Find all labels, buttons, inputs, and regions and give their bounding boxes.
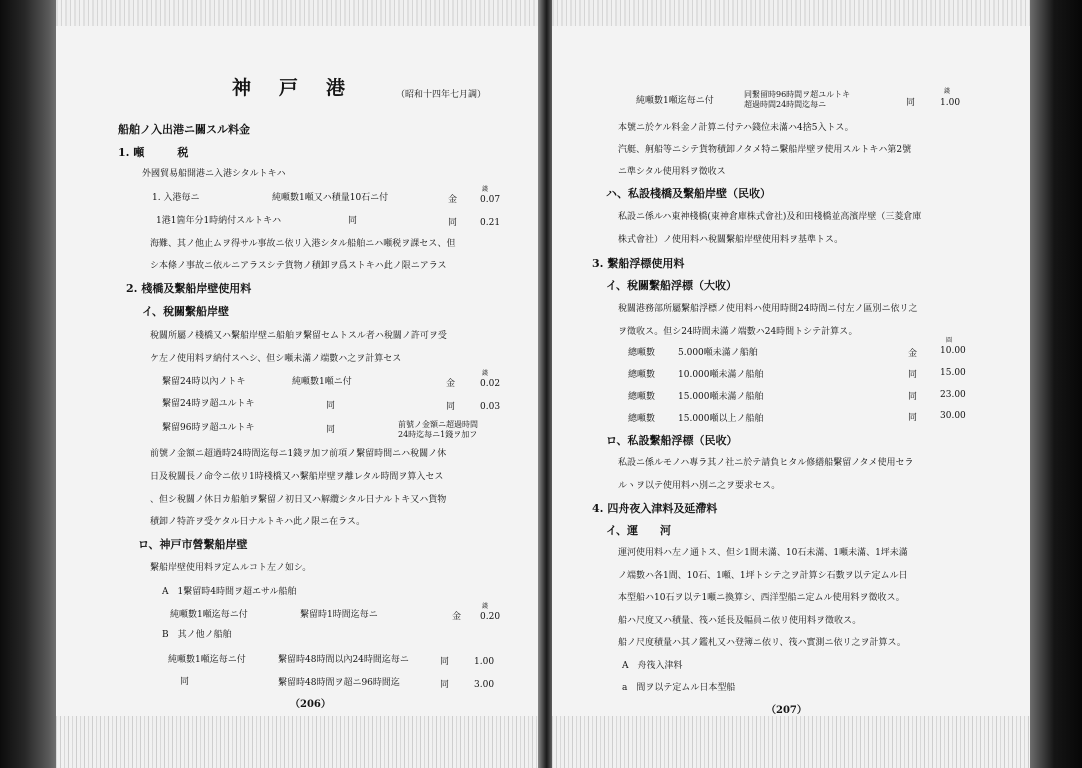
table-cell: 總噸數	[628, 370, 656, 380]
table-cell: 23.00	[940, 390, 966, 400]
page-number: （206）	[290, 699, 331, 710]
fee-row-label: 繫留24時以內ノトキ	[162, 377, 246, 387]
text-line: 、但シ稅關ノ休日カ船舶ヲ繫留ノ初日又ハ解纜シタル日ナルトキ又ハ貨物	[150, 495, 447, 505]
sub-heading: イ、稅關繫船岸壁	[142, 305, 230, 318]
text-line: ニ準シタル使用料ヲ徵收ス	[618, 167, 726, 177]
fee-row-currency: 金	[446, 379, 456, 389]
fee-unit: 錢	[482, 603, 489, 610]
text-line: 積卸ノ特許ヲ受ケタル日ナルトキハ此ノ限ニ在ラス。	[150, 517, 366, 527]
table-cell: 15.000噸未滿ノ船舶	[678, 392, 764, 402]
fee-row-desc: 純噸數1噸迄每ニ付	[170, 610, 248, 620]
section-heading: 2. 棧橋及繫船岸壁使用料	[126, 282, 252, 295]
text-line: ヲ徵收ス。但シ24時間未滿ノ端數ハ24時間トシテ計算ス。	[618, 327, 858, 337]
fee-row-currency: 同	[446, 402, 456, 412]
sub-item-label: B 其ノ他ノ船舶	[162, 630, 232, 640]
fee-row-note: 前號ノ金額ニ超過時間	[398, 420, 478, 429]
scan-noise	[56, 0, 540, 26]
scan-noise	[56, 716, 540, 768]
fee-unit: 圓	[946, 337, 953, 344]
section-heading: 1. 噸 税	[118, 146, 189, 159]
sub-item-label: A 1繫留時4時間ヲ超エサル船舶	[162, 587, 297, 597]
sub-heading: ハ、私設棧橋及繫船岸壁（民收）	[606, 187, 771, 200]
text-line: 日及稅關長ノ命令ニ依リ1時棧橋又ハ繫船岸壁ヲ離レタル時間ヲ算入セス	[150, 472, 444, 482]
text-line: 私設ニ係ルモノハ專ラ其ノ社ニ於テ請負ヒタル修繕船繫留ノタメ使用セラ	[618, 458, 914, 468]
fee-row-desc: 同	[348, 216, 358, 226]
right-page	[552, 0, 1030, 768]
fee-value: 0.21	[480, 218, 501, 228]
text-line: ケ左ノ使用料ヲ納付スヘシ、但シ噸未滿ノ端數ハ之ヲ計算セス	[150, 354, 402, 364]
table-cell: 30.00	[940, 411, 966, 421]
text-line: 繫船岸壁使用料ヲ定ムルコト左ノ如シ。	[150, 563, 312, 573]
fee-unit: 錢	[944, 88, 951, 95]
table-cell: 總噸數	[628, 414, 656, 424]
fee-value: 1.00	[474, 657, 495, 667]
table-cell: 5.000噸未滿ノ船舶	[678, 348, 758, 358]
fee-value: 0.07	[480, 195, 501, 205]
fee-row-desc: 繫留時48時間ヲ超ニ96時間迄	[278, 678, 400, 688]
fee-value: 0.03	[480, 402, 501, 412]
fee-row-currency: 金	[452, 612, 462, 622]
fee-value: 1.00	[940, 98, 961, 108]
text-line: 海難、其ノ他止ムヲ得サル事故ニ依リ入港シタル船舶ニハ噸税ヲ課セス、但	[150, 239, 456, 249]
fee-value: 0.02	[480, 379, 501, 389]
fee-row-desc: 純噸數1噸ニ付	[292, 377, 352, 387]
fee-row-desc: 同	[180, 677, 190, 687]
table-cell: 10.000噸未滿ノ船舶	[678, 370, 764, 380]
fee-row-currency: 同	[440, 680, 450, 690]
section-heading: 4. 四舟夜入津料及延滯料	[592, 502, 718, 515]
sub-item-label: a 間ヲ以テ定ムル日本型船	[622, 683, 736, 693]
sub-heading: ロ、私設繫船浮標（民收）	[606, 434, 738, 447]
sub-heading: ロ、神戸市營繫船岸壁	[138, 538, 248, 551]
text-line: ノ端數ハ各1間、10石、1噸、1坪トシテ之ヲ計算シ石數ヲ以テ定ムル日	[618, 571, 908, 581]
page-number: （207）	[766, 705, 807, 716]
fee-unit: 錢	[482, 370, 489, 377]
sub-heading: イ、稅關繫船浮標（大收）	[606, 279, 738, 292]
table-cell: 15.00	[940, 368, 966, 378]
fee-row-label: 1港1箇年分1時納付スルトキハ	[156, 216, 282, 226]
scan-noise	[552, 716, 1030, 768]
table-cell: 金	[908, 349, 918, 359]
fee-row-label: 1. 入港毎ニ	[152, 193, 200, 203]
text-line: 汽艇、舸船等ニシテ貨物積卸ノタメ特ニ繫船岸壁ヲ使用スルトキハ第2號	[618, 145, 912, 155]
text-line: 私設ニ係ルハ東神棧橋(東神倉庫株式會社)及和田棧橋並高濱岸壁（三菱倉庫	[618, 212, 922, 222]
text-line: 前號ノ金額ニ超過時24時間迄每ニ1錢ヲ加フ前項ノ繫留時間ニハ稅關ノ休	[150, 449, 447, 459]
text-line: 運河使用料ハ左ノ通トス、但シ1間未滿、10石未滿、1噸未滿、1坪未滿	[618, 548, 908, 558]
fee-row-currency: 同	[440, 657, 450, 667]
fee-value: 3.00	[474, 680, 495, 690]
fee-unit: 錢	[482, 186, 489, 193]
table-cell: 10.00	[940, 346, 966, 356]
text-line: 船ハ尺度又ハ積量、筏ハ延長及幅員ニ依リ使用料ヲ徵收ス。	[618, 616, 862, 626]
table-cell: 同	[908, 392, 918, 402]
fee-row-desc: 同	[326, 401, 336, 411]
sub-heading: イ、運 河	[606, 524, 672, 537]
fee-row-note: 超過時間24時間迄每ニ	[744, 100, 827, 109]
table-cell: 同	[908, 413, 918, 423]
text-line: 株式會社）ノ使用料ハ稅關繫船岸壁使用料ヲ基準トス。	[618, 235, 844, 245]
sub-item-label: A 舟筏入津料	[622, 661, 683, 671]
scan-noise	[552, 0, 1030, 26]
table-cell: 總噸數	[628, 392, 656, 402]
table-cell: 總噸數	[628, 348, 656, 358]
text-line: ルヽヲ以テ使用料ハ別ニ之ヲ要求セス。	[618, 481, 781, 491]
text-line: 稅關所屬ノ棧橋又ハ繫船岸壁ニ船舶ヲ繫留セムトスル者ハ稅關ノ許可ヲ受	[150, 331, 447, 341]
fee-row-desc: 純噸數1噸迄每ニ付	[636, 96, 714, 106]
fee-row-desc: 純噸數1噸迄每ニ付	[168, 655, 246, 665]
fee-row-label: 繫留24時ヲ超ユルトキ	[162, 399, 255, 409]
survey-date-note: （昭和十四年七月調）	[396, 90, 487, 100]
text-line: 船ノ尺度積量ハ其ノ鑑札又ハ登簿ニ依リ、筏ハ實測ニ依リ之ヲ計算ス。	[618, 638, 906, 648]
fee-row-currency: 同	[906, 98, 916, 108]
text-line: 稅關港務部所屬繫船浮標ノ使用料ハ使用時間24時間ニ付左ノ區別ニ依リ之	[618, 304, 918, 314]
text-line: 外國貿易船開港ニ入港シタルトキハ	[142, 169, 286, 179]
text-line: シ本條ノ事故ニ依ルニアラスシテ貨物ノ積卸ヲ爲ストキハ此ノ限ニアラス	[150, 261, 447, 271]
page-title: 神戸港	[232, 77, 374, 99]
fee-row-desc: 純噸數1噸又ハ積量10石ニ付	[272, 193, 389, 203]
text-line: 本型船ハ10石ヲ以テ1噸ニ換算シ、西洋型船ニ定ムル使用料ヲ徵收ス。	[618, 593, 905, 603]
fee-row-currency: 金	[448, 195, 458, 205]
fee-row-desc: 同	[326, 425, 336, 435]
fee-row-label: 繫留96時ヲ超ユルトキ	[162, 423, 255, 433]
fee-row-desc: 繫留時48時間以內24時間迄每ニ	[278, 655, 409, 665]
fee-row-currency: 同	[448, 218, 458, 228]
section-heading: 3. 繫船浮標使用料	[592, 257, 685, 270]
left-page	[56, 0, 540, 768]
fee-value: 0.20	[480, 612, 501, 622]
main-heading: 船舶ノ入出港ニ關スル料金	[118, 123, 250, 136]
fee-row-note: 同繫留時96時間ヲ超ユルトキ	[744, 90, 851, 99]
text-line: 本號ニ於ケル料金ノ計算ニ付テハ錢位未滿ハ4捨5入トス。	[618, 123, 854, 133]
table-cell: 15.000噸以上ノ船舶	[678, 414, 764, 424]
fee-row-desc: 繫留時1時間迄每ニ	[300, 610, 378, 620]
fee-row-note: 24時迄每ニ1錢ヲ加フ	[398, 430, 478, 439]
table-cell: 同	[908, 370, 918, 380]
